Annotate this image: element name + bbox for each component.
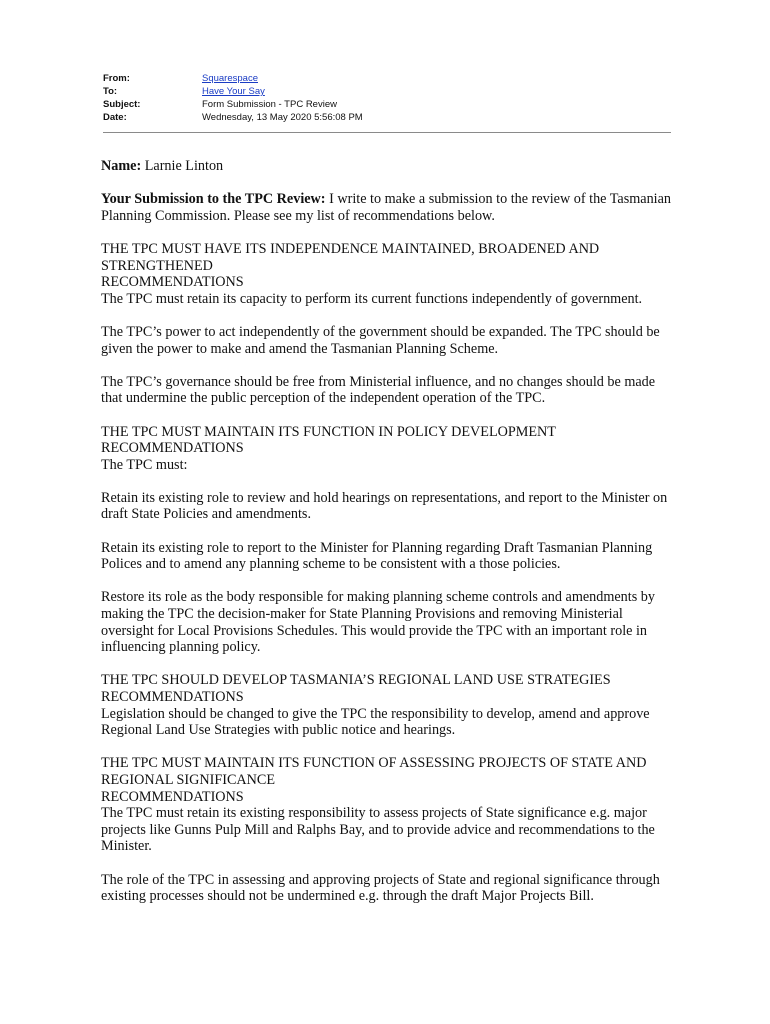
to-link[interactable]: Have Your Say xyxy=(202,86,265,97)
name-value: Larnie Linton xyxy=(144,158,224,174)
recommendations-label: RECOMMENDATIONS xyxy=(101,788,244,805)
to-row xyxy=(103,85,671,98)
section-projects-assessment xyxy=(101,755,673,855)
recommendation-paragraph: Retain its existing role to review and hold hearings on representations, and report to the Minister on draft State Policies and amendments. xyxy=(101,489,668,523)
from-label: From: xyxy=(103,73,130,84)
submission-intro-paragraph xyxy=(101,191,673,224)
name-paragraph xyxy=(101,158,673,175)
section-policy-development xyxy=(101,424,673,474)
date-value: Wednesday, 13 May 2020 5:56:08 PM xyxy=(202,112,363,123)
recommendations-label: RECOMMENDATIONS xyxy=(101,440,244,457)
section-heading: THE TPC SHOULD DEVELOP TASMANIA’S REGIONAL LAND USE STRATEGIES xyxy=(101,672,611,689)
email-header xyxy=(103,72,671,124)
recommendation-text: The TPC must retain its existing responsibility to assess projects of State significance e.g. major projects like Gunns Pulp Mill and Ralphs Bay, and to provide advice and recommendations to the Minister. xyxy=(101,805,655,855)
recommendation-paragraph: Restore its role as the body responsible for making planning scheme controls and amendments by making the TPC the decision-maker for State Planning Provisions and removing Ministerial oversight for Local Provisions Schedules. This would provide the TPC with an important role in influencing planning policy. xyxy=(101,589,655,656)
section-heading: THE TPC MUST HAVE ITS INDEPENDENCE MAINTAINED, BROADENED AND STRENGTHENED xyxy=(101,240,600,274)
recommendation-text: The TPC must: xyxy=(101,456,188,473)
subject-row xyxy=(103,98,671,111)
section-heading: THE TPC MUST MAINTAIN ITS FUNCTION IN POLICY DEVELOPMENT xyxy=(101,423,556,440)
section-heading: THE TPC MUST MAINTAIN ITS FUNCTION OF ASSESSING PROJECTS OF STATE AND REGIONAL SIGNIFICANCE xyxy=(101,755,647,788)
submission-body xyxy=(101,158,673,905)
submission-intro: I write to make a submission to the review of the Tasmanian Planning Commission. Please see my list of recommendations below. xyxy=(101,191,671,224)
subject-label: Subject: xyxy=(103,99,141,110)
submission-label: Your Submission to the TPC Review: xyxy=(101,191,326,208)
recommendations-label: RECOMMENDATIONS xyxy=(101,689,244,705)
recommendation-paragraph: The TPC’s governance should be free from Ministerial influence, and no changes should be made that undermine the public perception of the independent operation of the TPC. xyxy=(101,373,656,407)
recommendations-label: RECOMMENDATIONS xyxy=(101,274,244,291)
recommendation-text: The TPC must retain its capacity to perform its current functions independently of government. xyxy=(101,290,643,307)
recommendation-paragraph: The TPC’s power to act independently of the government should be expanded. The TPC should be given the power to make and amend the Tasmanian Planning Scheme. xyxy=(101,323,660,357)
to-label: To: xyxy=(103,86,118,97)
from-link[interactable]: Squarespace xyxy=(202,73,258,84)
subject-value: Form Submission - TPC Review xyxy=(202,99,337,110)
section-regional-strategies xyxy=(101,672,673,738)
from-row xyxy=(103,72,671,85)
date-row xyxy=(103,111,671,124)
recommendation-paragraph: Retain its existing role to report to the Minister for Planning regarding Draft Tasmanian Planning Polices and to amend any planning scheme to be consistent with a those policies. xyxy=(101,539,653,573)
date-label: Date: xyxy=(103,112,127,123)
name-label: Name: xyxy=(101,158,142,174)
recommendation-paragraph: The role of the TPC in assessing and approving projects of State and regional significance through existing processes should not be undermined e.g. through the draft Major Projects Bill. xyxy=(101,871,660,905)
recommendation-text: Legislation should be changed to give the TPC the responsibility to develop, amend and approve Regional Land Use Strategies with public notice and hearings. xyxy=(101,705,650,739)
header-divider xyxy=(103,132,671,133)
section-independence xyxy=(101,241,673,307)
